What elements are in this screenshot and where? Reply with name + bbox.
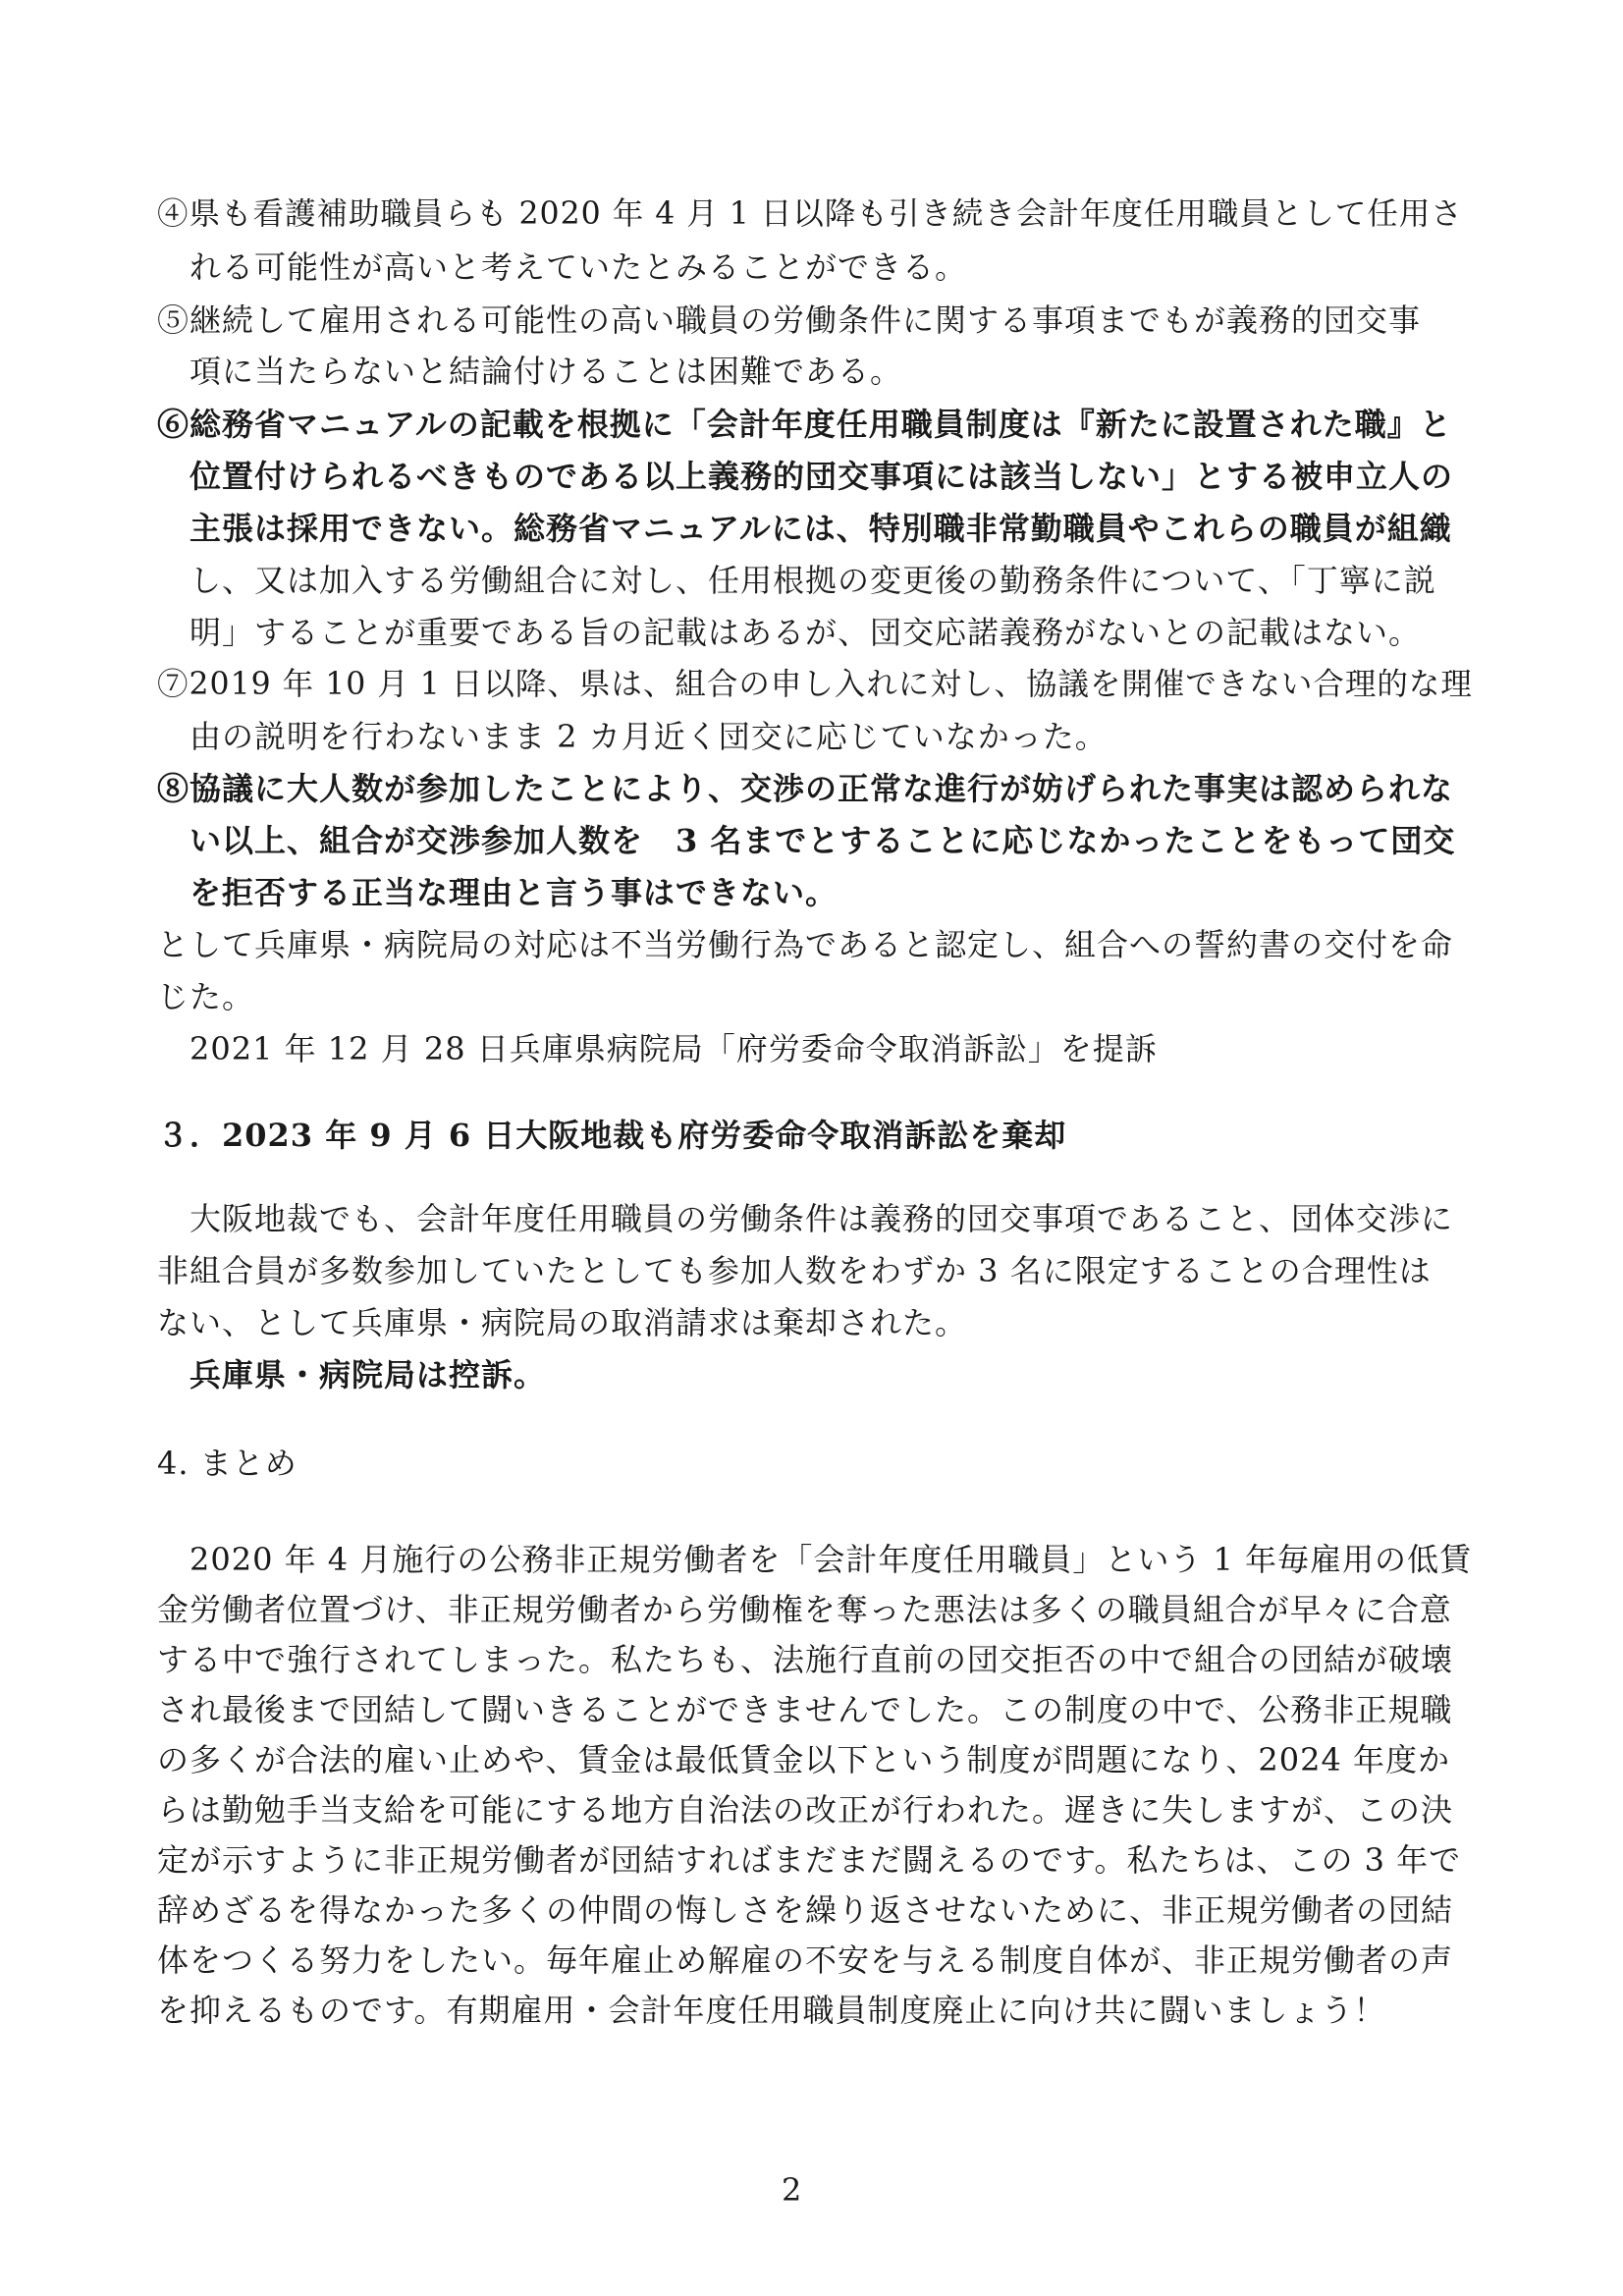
page-number: 2	[782, 2171, 803, 2209]
conclusion-line-1: として兵庫県・病院局の対応は不当労働行為であると認定し、組合への誓約書の交付を命	[157, 926, 1454, 963]
appeal-line: 2021 年 12 月 28 日兵庫県病院局「府労委命令取消訴訟」を提訴	[189, 1030, 1158, 1067]
summary-line-2: 金労働者位置づけ、非正規労働者から労働権を奪った悪法は多くの職員組合が早々に合意	[157, 1591, 1452, 1628]
conclusion-line-2: じた。	[157, 978, 255, 1015]
summary-line-7: 定が示すように非正規労働者が団結すればまだまだ闘えるのです。私たちは、この 3 年で	[157, 1841, 1462, 1879]
finding-8-line-3: を拒否する正当な理由と言う事はできない。	[189, 874, 839, 911]
finding-6-line-2: 位置付けられるべきものである以上義務的団交事項には該当しない」とする被申立人の	[189, 458, 1454, 495]
finding-6-line-3: 主張は採用できない。総務省マニュアルには、特別職非常勤職員やこれらの職員が組織	[189, 510, 1452, 547]
section-3-title: ３．2023 年 9 月 6 日大阪地裁も府労委命令取消訴訟を棄却	[157, 1117, 1067, 1154]
section-3-body-line-2: 非組合員が多数参加していたとしても参加人数をわずか 3 名に限定することの合理性は	[157, 1252, 1432, 1289]
summary-line-3: する中で強行されてしまった。私たちも、法施行直前の団交拒否の中で組合の団結が破壊	[157, 1641, 1454, 1678]
section-3-appeal-line: 兵庫県・病院局は控訴。	[189, 1356, 547, 1394]
finding-4-line-1: ④県も看護補助職員らも 2020 年 4 月 1 日以降も引き続き会計年度任用職員として任用さ	[157, 196, 1463, 232]
finding-4-line-2: れる可能性が高いと考えていたとみることができる。	[189, 248, 968, 286]
finding-8-line-2: い以上、組合が交渉参加人数を 3 名までとすることに応じなかったことをもって団交	[189, 822, 1456, 859]
summary-line-10: を抑えるものです。有期雇用・会計年度任用職員制度廃止に向け共に闘いましょう！	[157, 1992, 1386, 2029]
section-3-body-line-1: 大阪地裁でも、会計年度任用職員の労働条件は義務的団交事項であること、団体交渉に	[189, 1200, 1454, 1237]
finding-6-line-4: し、又は加入する労働組合に対し、任用根拠の変更後の勤務条件について、「丁寧に説	[189, 562, 1436, 599]
finding-6-line-1: ⑥総務省マニュアルの記載を根拠に「会計年度任用職員制度は『新たに設置された職』と	[157, 406, 1452, 443]
summary-line-9: 体をつくる努力をしたい。毎年雇止め解雇の不安を与える制度自体が、非正規労働者の声	[157, 1941, 1454, 1979]
section-3-body-line-3: ない、として兵庫県・病院局の取消請求は棄却された。	[157, 1304, 968, 1341]
finding-7-line-1: ⑦2019 年 10 月 1 日以降、県は、組合の申し入れに対し、協議を開催できない合理的な理	[157, 667, 1473, 702]
finding-6-line-5: 明」することが重要である旨の記載はあるが、団交応諾義務がないとの記載はない。	[189, 614, 1422, 651]
summary-line-4: され最後まで団結して闘いきることができませんでした。この制度の中で、公務非正規職	[157, 1691, 1453, 1728]
finding-7-line-2: 由の説明を行わないまま 2 カ月近く団交に応じていなかった。	[189, 718, 1108, 755]
finding-8-line-1: ⑧協議に大人数が参加したことにより、交渉の正常な進行が妨げられた事実は認められな	[157, 770, 1454, 807]
finding-5-line-2: 項に当たらないと結論付けることは困難である。	[189, 353, 903, 390]
summary-line-5: の多くが合法的雇い止めや、賃金は最低賃金以下という制度が問題になり、2024 年度か	[157, 1741, 1450, 1778]
summary-line-6: らは勤勉手当支給を可能にする地方自治法の改正が行われた。遅きに失しますが、この決	[157, 1791, 1454, 1829]
summary-line-8: 辞めざるを得なかった多くの仲間の悔しさを繰り返させないために、非正規労働者の団結	[157, 1891, 1454, 1929]
finding-5-line-1: ⑤継続して雇用される可能性の高い職員の労働条件に関する事項までもが義務的団交事	[157, 301, 1422, 339]
section-4-title: 4. まとめ	[157, 1445, 298, 1482]
summary-line-1: 2020 年 4 月施行の公務非正規労働者を「会計年度任用職員」という 1 年毎雇用の低賃	[189, 1541, 1473, 1578]
